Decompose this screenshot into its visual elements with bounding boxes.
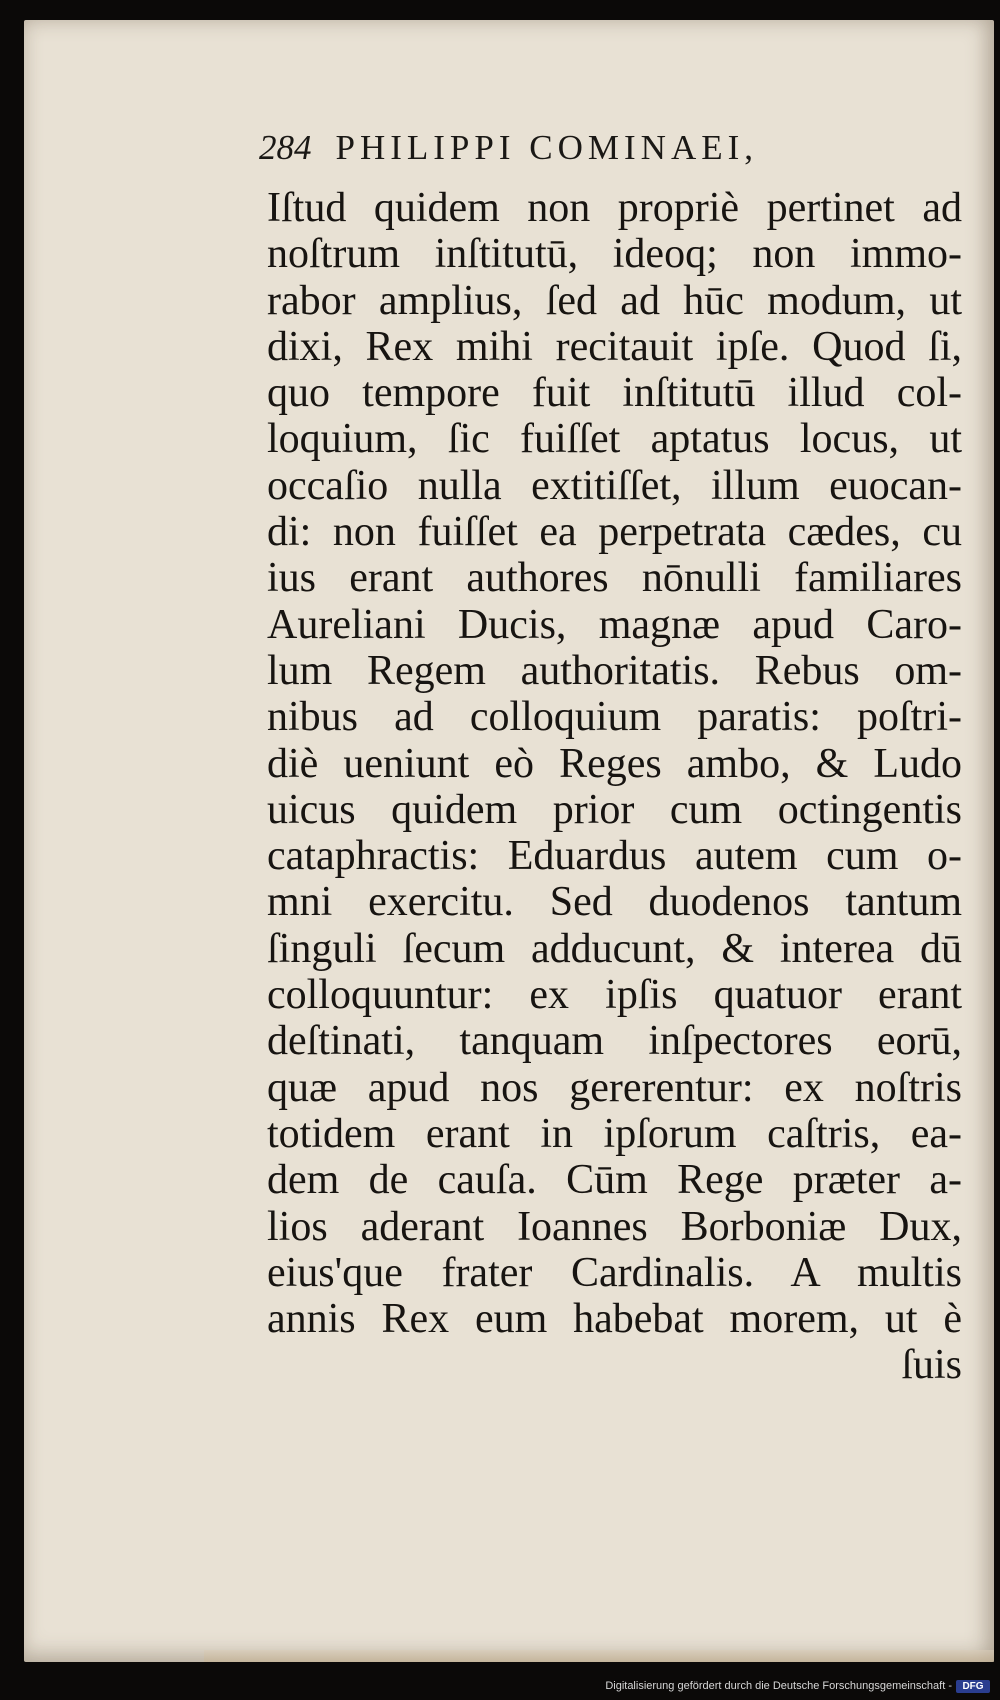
text-line: lum Regem authoritatis. Rebus om- [267, 647, 962, 694]
text-line: ius erant authores nōnulli familiares [267, 555, 962, 602]
text-line: occaſio nulla extitiſſet, illum euocan- [267, 462, 962, 509]
text-line: Iſtud quidem non propriè pertinet ad [267, 185, 962, 231]
text-line: diè ueniunt eò Reges ambo, & Ludo [267, 740, 962, 787]
funding-notice: Digitalisierung gefördert durch die Deutsche Forschungsgemeinschaft - [605, 1680, 952, 1692]
text-line: eius'que frater Cardinalis. A multis [267, 1249, 962, 1296]
text-line: cataphractis: Eduardus autem cum o- [267, 833, 962, 880]
text-line: mni exercitu. Sed duodenos tantum [267, 879, 962, 926]
digitization-footer [0, 1664, 1000, 1700]
text-line: annis Rex eum habebat morem, ut è [267, 1296, 962, 1343]
text-line: rabor amplius, ſed ad hūc modum, ut [267, 277, 962, 324]
text-line: dem de cauſa. Cūm Rege præter a- [267, 1157, 962, 1204]
book-page [24, 20, 994, 1662]
text-line: quæ apud nos gererentur: ex noſtris [267, 1064, 962, 1111]
main-text-block [267, 185, 962, 1389]
running-head [259, 128, 959, 168]
text-line: dixi, Rex mihi recitauit ipſe. Quod ſi, [267, 323, 962, 370]
text-line: noſtrum inſtitutū, ideoq; non immo- [267, 231, 962, 278]
text-line: totidem erant in ipſorum caſtris, ea- [267, 1110, 962, 1157]
text-line: Aureliani Ducis, magnæ apud Caro- [267, 601, 962, 648]
text-line: loquium, ſic fuiſſet aptatus locus, ut [267, 416, 962, 463]
text-line: di: non fuiſſet ea perpetrata cædes, cu [267, 509, 962, 556]
catchword: ſuis [901, 1342, 962, 1389]
text-line: lios aderant Ioannes Borboniæ Dux, [267, 1203, 962, 1250]
dfg-logo: DFG [956, 1680, 990, 1693]
page-edge-shadow [204, 1650, 994, 1662]
text-line: quo tempore fuit inſtitutū illud col- [267, 370, 962, 417]
text-line: nibus ad colloquium paratis: poſtri- [267, 694, 962, 741]
text-line: colloquuntur: ex ipſis quatuor erant [267, 972, 962, 1019]
running-title: PHILIPPI COMINAEI, [335, 128, 758, 167]
text-line: uicus quidem prior cum octingentis [267, 786, 962, 833]
page-number: 284 [259, 128, 312, 167]
text-line: deſtinati, tanquam inſpectores eorū, [267, 1018, 962, 1065]
text-line: ſinguli ſecum adducunt, & interea dū [267, 925, 962, 972]
